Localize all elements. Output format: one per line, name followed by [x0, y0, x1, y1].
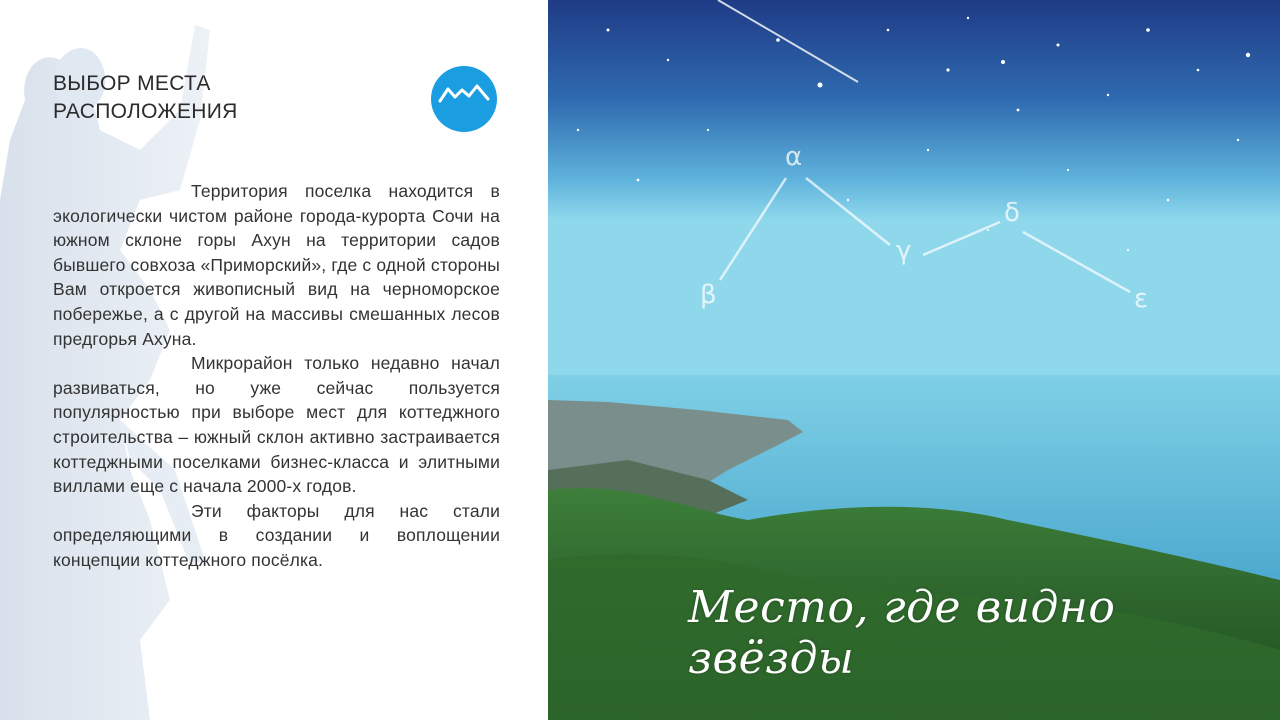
constellation-label-delta: δ [1004, 198, 1020, 228]
mountain-logo-icon [431, 66, 497, 132]
constellation-label-beta: β [700, 280, 717, 310]
constellation-label-gamma: γ [896, 236, 912, 266]
constellation-label-alpha: α [785, 142, 803, 172]
landscape-photo [548, 0, 1280, 720]
page-title: ВЫБОР МЕСТА РАСПОЛОЖЕНИЯ [53, 72, 238, 123]
description-text [53, 179, 500, 573]
text-panel [0, 0, 548, 720]
paragraph-territory: Территория поселка находится в экологически чистом районе города-курорта Сочи на южном склоне горы Ахун на территории садов бывшего совхоза «Приморский», где с одной стороны Вам откроется живописный вид на черноморское побережье, а с другой на массивы смешанных лесов предгорья Ахуна. [53, 181, 500, 349]
paragraph-microdistrict: Микрорайон только недавно начал развиваться, но уже сейчас пользуется популярностью при выборе мест для коттеджного строительства – южный склон активно застраивается коттеджными поселками бизнес-класса и элитными виллами еще с начала 2000-х годов. [53, 353, 500, 497]
tagline: Место, где видно звёзды [688, 582, 1116, 684]
constellation-label-epsilon: ε [1134, 284, 1149, 314]
paragraph-factors: Эти факторы для нас стали определяющими в создании и воплощении концепции коттеджного посёлка. [53, 500, 500, 570]
